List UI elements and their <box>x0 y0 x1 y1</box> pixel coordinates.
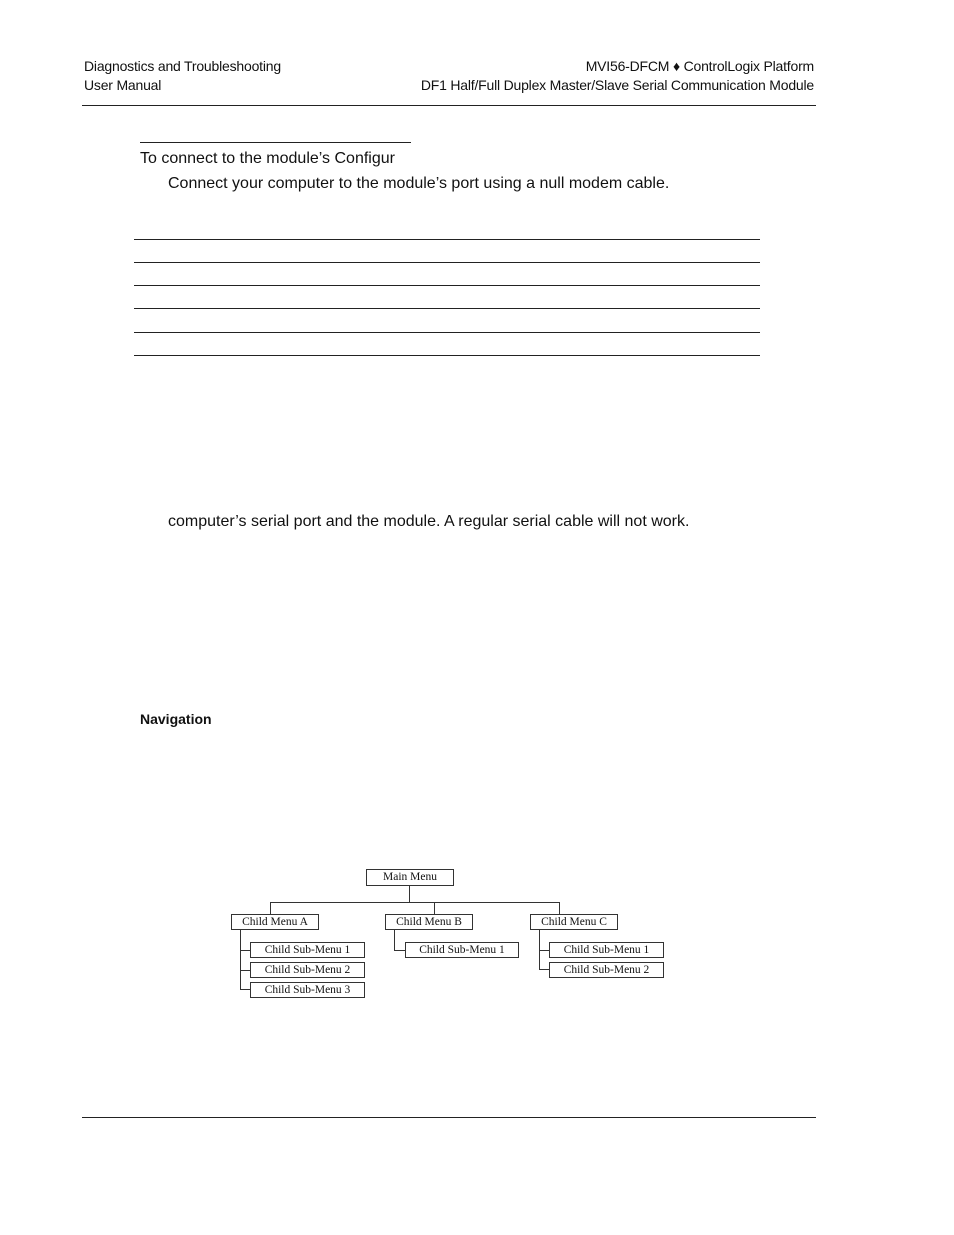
connector <box>240 929 241 990</box>
connector <box>394 950 405 951</box>
connector <box>240 989 250 990</box>
connector <box>240 950 250 951</box>
header-left <box>84 57 281 95</box>
connector <box>240 970 250 971</box>
header-product: MVI56-DFCM ♦ ControlLogix Platform <box>585 58 814 74</box>
procedure-heading: To connect to the module’s Configur <box>140 150 395 167</box>
child-c-sub-menu-1-box: Child Sub-Menu 1 <box>549 942 664 958</box>
table-rule <box>134 262 760 263</box>
table-rule <box>134 355 760 356</box>
connector <box>539 969 549 970</box>
table-rule <box>134 308 760 309</box>
connector <box>394 929 395 951</box>
footer-rule <box>82 1117 816 1118</box>
navigation-heading: Navigation <box>140 711 212 727</box>
child-a-sub-menu-2-box: Child Sub-Menu 2 <box>250 962 365 978</box>
header-section-title: Diagnostics and Troubleshooting <box>84 58 281 74</box>
procedure-rule <box>140 142 411 143</box>
procedure-step-1: Connect your computer to the module’s port using a null modem cable. <box>168 175 670 192</box>
header-module-description: DF1 Half/Full Duplex Master/Slave Serial Communication Module <box>420 77 814 93</box>
connector <box>270 902 560 903</box>
child-a-sub-menu-1-box: Child Sub-Menu 1 <box>250 942 365 958</box>
cable-note: computer’s serial port and the module. A regular serial cable will not work. <box>168 513 690 530</box>
child-a-sub-menu-3-box: Child Sub-Menu 3 <box>250 982 365 998</box>
child-menu-b-box: Child Menu B <box>385 914 473 930</box>
main-menu-box: Main Menu <box>366 869 454 886</box>
child-c-sub-menu-2-box: Child Sub-Menu 2 <box>549 962 664 978</box>
table-rule <box>134 285 760 286</box>
table-rule <box>134 239 760 240</box>
child-b-sub-menu-1-box: Child Sub-Menu 1 <box>405 942 519 958</box>
child-menu-c-box: Child Menu C <box>530 914 618 930</box>
connector <box>409 885 410 903</box>
header-manual-type: User Manual <box>84 77 162 93</box>
child-menu-a-box: Child Menu A <box>231 914 319 930</box>
header-right <box>421 57 814 95</box>
connector <box>539 950 549 951</box>
header-rule <box>82 105 816 106</box>
table-rule <box>134 332 760 333</box>
